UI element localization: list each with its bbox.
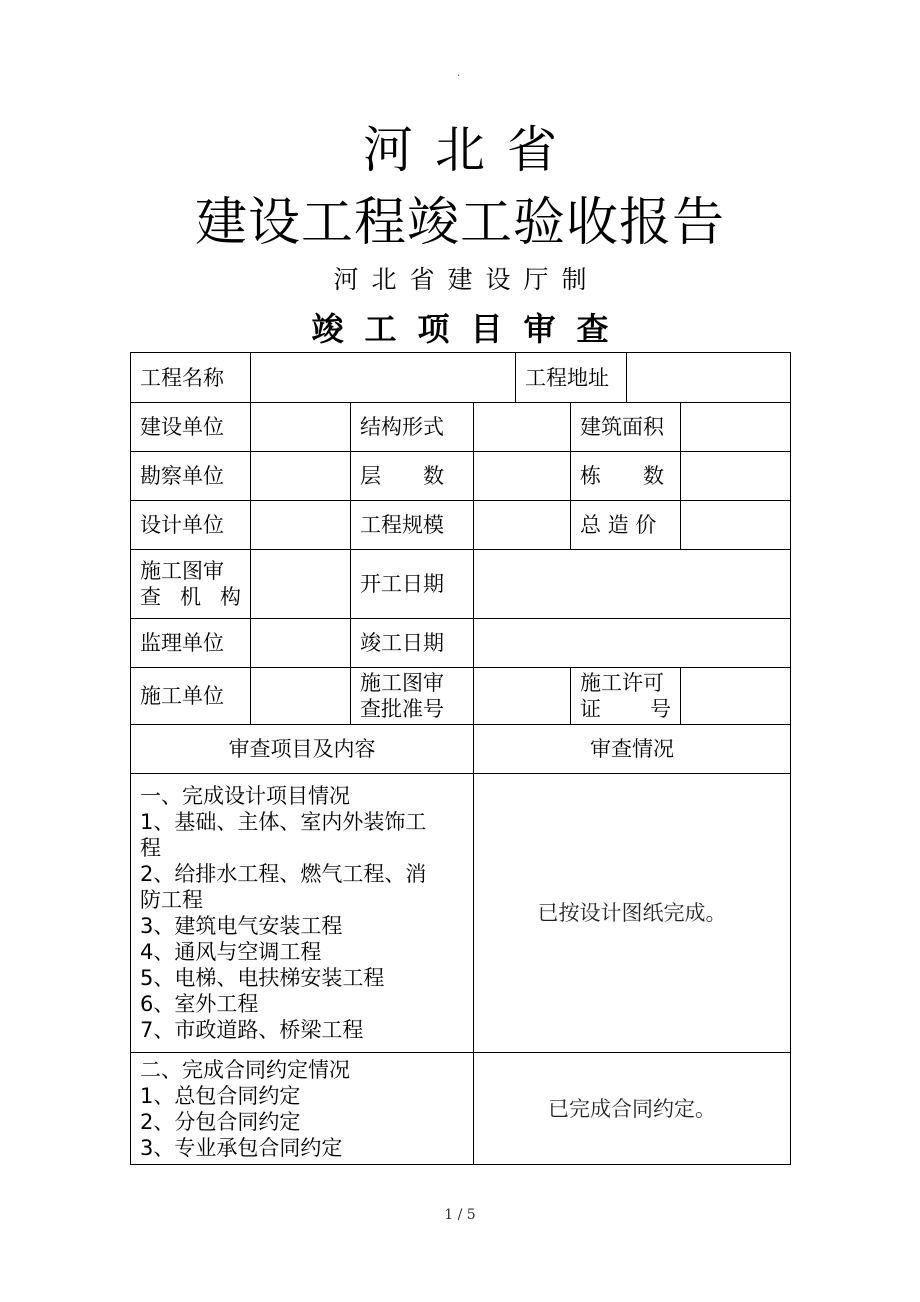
floors-value[interactable] [474, 452, 571, 501]
project-address-value[interactable] [627, 353, 791, 403]
list-item: 3、建筑电气安装工程 [140, 914, 343, 938]
table-row [131, 403, 791, 452]
table-row [131, 668, 791, 725]
list-item: 4、通风与空调工程 [140, 940, 322, 964]
survey-label: 勘察单位 [131, 452, 251, 501]
table-row [131, 1053, 791, 1165]
review-org-label-line2: 查 机 构 [140, 585, 241, 609]
scale-value[interactable] [474, 501, 571, 550]
review-org-label-line1: 施工图审 [140, 559, 224, 583]
builder-value[interactable] [251, 403, 351, 452]
list-item: 2、分包合同约定 [140, 1109, 301, 1134]
list-item: 7、市政道路、桥梁工程 [140, 1018, 364, 1042]
area-value[interactable] [681, 403, 791, 452]
list-item: 程 [140, 836, 161, 860]
permit-label-line1: 施工许可 [580, 671, 665, 695]
list-item: 2、给排水工程、燃气工程、消 [140, 862, 427, 886]
area-label: 建筑面积 [571, 403, 681, 452]
construction-label: 施工单位 [131, 668, 251, 725]
permit-value[interactable] [681, 668, 791, 725]
review-org-value[interactable] [251, 550, 351, 619]
permit-label-line2: 证 号 [580, 697, 672, 721]
construction-value[interactable] [251, 668, 351, 725]
survey-value[interactable] [251, 452, 351, 501]
design-value[interactable] [251, 501, 351, 550]
table-row [131, 353, 791, 403]
approval-no-label-line2: 查批准号 [360, 697, 444, 721]
list-item: 二、完成合同约定情况 [140, 1057, 350, 1082]
approval-no-label [351, 668, 474, 725]
builder-label: 建设单位 [131, 403, 251, 452]
review-status-header: 审查情况 [474, 725, 791, 774]
approval-no-value[interactable] [474, 668, 571, 725]
buildings-value[interactable] [681, 452, 791, 501]
review-items-header: 审查项目及内容 [131, 725, 474, 774]
floors-label: 层 数 [351, 452, 474, 501]
start-date-label: 开工日期 [351, 550, 474, 619]
list-item: 6、室外工程 [140, 992, 259, 1016]
header-dot: . [457, 68, 461, 79]
design-label: 设计单位 [131, 501, 251, 550]
list-item: 1、基础、主体、室内外装饰工 [140, 810, 427, 834]
scale-label: 工程规模 [351, 501, 474, 550]
buildings-label: 栋 数 [571, 452, 681, 501]
project-address-label: 工程地址 [516, 353, 627, 403]
design-status[interactable]: 已按设计图纸完成。 [474, 774, 791, 1053]
design-items-list [131, 774, 474, 1053]
list-item: 防工程 [140, 888, 203, 912]
page-number: 1 / 5 [444, 1207, 476, 1223]
completion-date-label: 竣工日期 [351, 619, 474, 668]
structure-label: 结构形式 [351, 403, 474, 452]
report-title: 建设工程竣工验收报告 [194, 193, 725, 253]
approval-no-label-line1: 施工图审 [360, 671, 444, 695]
total-cost-label: 总 造 价 [571, 501, 681, 550]
list-item: 5、电梯、电扶梯安装工程 [140, 966, 385, 990]
project-name-label: 工程名称 [131, 353, 251, 403]
province-title: 河北省 [363, 121, 579, 179]
table-row [131, 725, 791, 774]
list-item: 1、总包合同约定 [140, 1083, 301, 1108]
table-row [131, 501, 791, 550]
permit-label [571, 668, 681, 725]
supervision-value[interactable] [251, 619, 351, 668]
list-item: 3、专业承包合同约定 [140, 1135, 343, 1160]
completion-date-value[interactable] [474, 619, 791, 668]
table-row [131, 550, 791, 619]
list-item: 一、完成设计项目情况 [140, 784, 350, 808]
review-form-table [130, 352, 791, 1165]
supervision-label: 监理单位 [131, 619, 251, 668]
section-title: 竣工项目审查 [311, 310, 630, 348]
start-date-value[interactable] [474, 550, 791, 619]
project-name-value[interactable] [251, 353, 516, 403]
table-row [131, 774, 791, 1053]
issuer-line: 河北省建设厅制 [333, 265, 600, 294]
structure-value[interactable] [474, 403, 571, 452]
table-row [131, 619, 791, 668]
table-row [131, 452, 791, 501]
review-org-label [131, 550, 251, 619]
contract-items-list [131, 1053, 474, 1165]
total-cost-value[interactable] [681, 501, 791, 550]
contract-status[interactable]: 已完成合同约定。 [474, 1053, 791, 1165]
